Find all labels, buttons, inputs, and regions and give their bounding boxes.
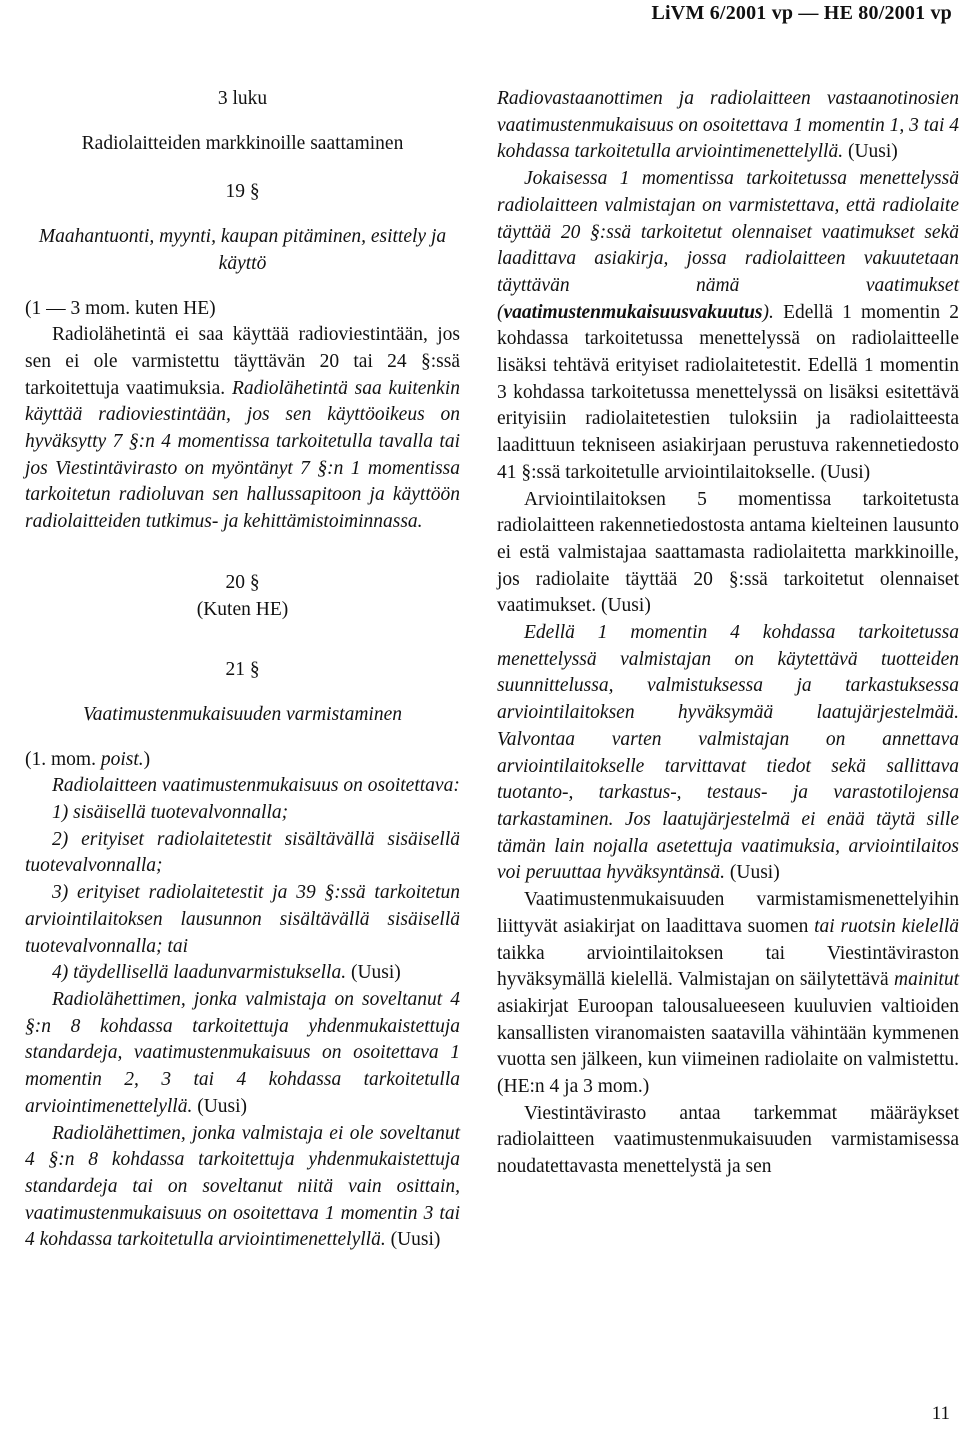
right-column	[497, 86, 959, 1181]
right-p2-uusi: (Uusi)	[820, 461, 871, 483]
right-p5-italic-2: mainitut	[893, 969, 959, 991]
s21-item-3: 3) erityiset radiolaitetestit ja 39 §:ssä tarkoitetun arviointilaitoksen lausunnon sisältävällä sisäisellä tuotevalvonnalla; tai	[25, 882, 460, 957]
right-paragraph-3	[497, 487, 959, 621]
right-p4-uusi: (Uusi)	[729, 862, 780, 884]
s21-paragraph-b	[25, 1121, 460, 1255]
right-p5-italic-1: tai ruotsin kielellä	[814, 915, 959, 937]
right-p2-text-c: Edellä 1 momentin 2 kohdassa tarkoitetussa menettelyssä on radiolaitteelle lisäksi tehtävä erityiset radiolaitetestit. Edellä 1 momentin 3 kohdassa tarkoitetussa menettelyssä on lisäksi esitettävä erityisiin radiolaitetestien tuloksiin ja radiolaitteesta laadittuun tekniseen asiakirjaan perustuva rakennetiedosto 41 §:ssä tarkoitetulle arviointilaitokselle.	[497, 301, 959, 483]
section-20-number: 20 §	[225, 571, 260, 593]
s21-paragraph-b-text: Radiolähettimen, jonka valmistaja ei ole soveltanut 4 §:n 8 kohdassa tarkoitettuja yhdenmukaistettuja standardeja tai on soveltanut niitä vain osittain, vaatimustenmukaisuus on osoitettava 1 momentin 3 tai 4 kohdassa tarkoitetulla arviointimenettelyllä.	[25, 1122, 460, 1251]
s21-item-4-text: 4) täydellisellä laadunvarmistuksella.	[52, 962, 347, 984]
right-p3-text: Arviointilaitoksen 5 momentissa tarkoitetusta radiolaitteen rakennetiedostosta antama kielteinen lausunto ei estä valmistajaa saattamasta radiolaitetta markkinoille, jos radiolaite täyttää 20 §:ssä tarkoitetut olennaiset vaatimukset.	[497, 488, 959, 617]
right-p5-text-c: asiakirjat Euroopan talousalueeseen kuuluvien valtioiden kansallisten viranomaisten saatavilla vähintään kymmenen vuotta sen jälkeen, kun viimeinen radiolaite on valmistettu. (HE:n 4 ja 3 mom.)	[497, 995, 959, 1098]
s21-item-2: 2) erityiset radiolaitetestit sisältävällä sisäisellä tuotevalvonnalla;	[25, 828, 460, 877]
right-p2-bold-term: vaatimustenmukaisuusvakuutus	[503, 301, 763, 323]
section-20-note: (Kuten HE)	[196, 598, 289, 620]
s21-paragraph-b-uusi: (Uusi)	[390, 1229, 441, 1251]
right-p2-text-a: Jokaisessa 1 momentissa tarkoitetussa menettelyssä radiolaitteen valmistajan on varmistettava, että radiolaite täyttää 20 §:ssä tarkoitetut olennaiset vaatimukset sekä laadittava asiakirja, jossa radiolaitteen vakuutetaan täyttävän nämä vaatimukset (	[497, 168, 959, 323]
right-paragraph-6: Viestintävirasto antaa tarkemmat määräykset radiolaitteen vaatimustenmukaisuuden varmistamisessa noudatettavasta menettelystä ja sen	[497, 1102, 959, 1178]
s21-note-b: poist.	[100, 748, 144, 770]
right-p1-text: Radiovastaanottimen ja radiolaitteen vastaanotinosien vaatimustenmukaisuus on osoitettava 1 momentin 1, 3 tai 4 kohdassa tarkoitetulla arviointimenettelyllä.	[497, 88, 960, 163]
chapter-number: 3 luku	[217, 88, 268, 109]
s21-paragraph-a	[25, 987, 460, 1121]
s21-note-a: (1. mom.	[25, 748, 96, 770]
s21-intro: Radiolaitteen vaatimustenmukaisuus on osoitettava:	[52, 775, 460, 797]
right-paragraph-4	[497, 620, 959, 887]
s21-paragraph-a-text: Radiolähettimen, jonka valmistaja on soveltanut 4 §:n 8 kohdassa tarkoitettuja yhdenmukaistettuja standardeja, vaatimustenmukaisuus on osoitettava 1 momentin 2, 3 tai 4 kohdassa tarkoitetulla arviointimenettelyllä.	[25, 988, 460, 1117]
left-column	[25, 86, 460, 1254]
running-header: LiVM 6/2001 vp — HE 80/2001 vp	[651, 2, 952, 24]
section-19-number: 19 §	[225, 181, 260, 203]
s21-item-4	[25, 960, 460, 987]
right-p5-text-b: taikka arviointilaitoksen tai Viestintäviraston hyväksymällä kielellä. Valmistajan on säilytettävä	[497, 942, 959, 991]
right-paragraph-5	[497, 887, 959, 1101]
right-paragraph-1	[497, 86, 959, 166]
section-19-note: (1 — 3 mom. kuten HE)	[25, 297, 216, 319]
right-p2-text-b: ).	[762, 301, 774, 323]
s21-paragraph-a-uusi: (Uusi)	[197, 1095, 248, 1117]
right-paragraph-2	[497, 166, 959, 486]
page-number: 11	[931, 1403, 950, 1424]
right-p1-uusi: (Uusi)	[847, 141, 898, 163]
section-21-number: 21 §	[225, 659, 260, 681]
section-21-note	[25, 747, 460, 774]
s21-item-1: 1) sisäisellä tuotevalvonnalla;	[52, 802, 289, 824]
s19-plain-text: Radiolähetintä ei saa käyttää radioviestintään, jos sen ei ole varmistettu täyttävän 20 tai 24 §:ssä tarkoitettuja vaatimuksia.	[25, 324, 460, 399]
s19-italic-text: Radiolähetintä saa kuitenkin käyttää radioviestintään, jos sen käyttöoikeus on hyväksytty 7 §:n 4 momentissa tarkoitetulla tavalla tai jos Viestintävirasto on myöntänyt 7 §:n 1 momentissa tarkoitetun radioluvan sen hallussapitoon ja käyttöön radiolaitteiden tutkimus- ja kehittämistoiminnassa.	[25, 377, 461, 533]
section-19-paragraph	[25, 322, 460, 536]
chapter-title: Radiolaitteiden markkinoille saattaminen	[81, 132, 404, 154]
s21-item-4-uusi: (Uusi)	[350, 962, 401, 984]
right-p5-text-a: Vaatimustenmukaisuuden varmistamismenettelyihin liittyvät asiakirjat on laadittava suomen	[497, 889, 959, 937]
right-p3-uusi: (Uusi)	[600, 595, 651, 617]
section-19-title: Maahantuonti, myynti, kaupan pitäminen, esittely ja käyttö	[38, 226, 447, 274]
s21-note-c: )	[143, 748, 151, 770]
right-p4-text: Edellä 1 momentin 4 kohdassa tarkoitetussa menettelyssä valmistajan on käytettävä tuotteiden suunnittelussa, valmistuksessa ja tarkastuksessa arviointilaitoksen hyväksymää laatujärjestelmää. Valvontaa varten valmistajan on annettava arviointilaitokselle tarvittavat tiedot sekä sallittava tuotanto-, tarkastus-, testaus- ja varastotilojensa tarkastaminen. Jos laatujärjestelmä ei enää täytä sille tämän lain nojalla asetettuja vaatimuksia, arviointilaitos voi peruuttaa hyväksyntänsä.	[497, 622, 959, 884]
section-21-title: Vaatimustenmukaisuuden varmistaminen	[82, 703, 402, 725]
